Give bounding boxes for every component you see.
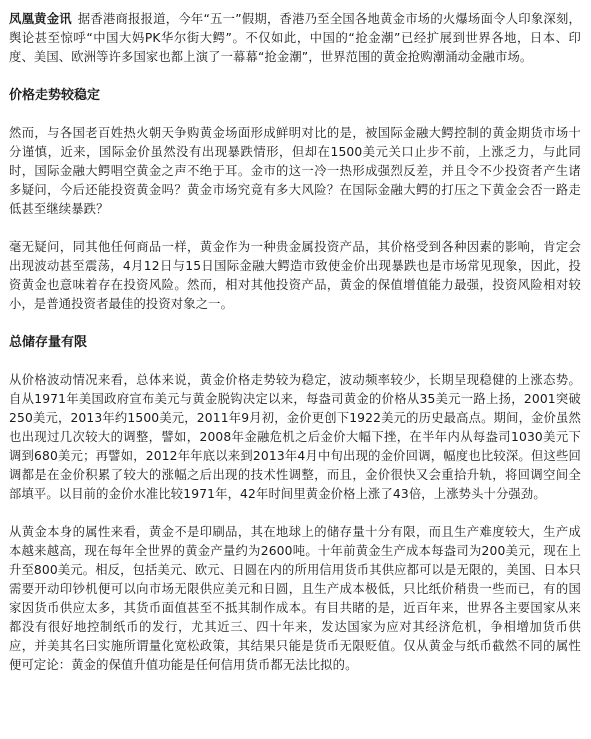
spacer bbox=[9, 314, 581, 333]
paragraph-price-2: 毫无疑问，同其他任何商品一样，黄金作为一种贵金属投资产品，其价格受到各种因素的影响，肯定会出现波动甚至震荡，4月12日与15日国际金融大鳄造市致使金价出现暴跌也是市场常见现象，因此，投资黄金也意味着存在投资风险。然而，相对其他投资产品，黄金的保值增值能力最强，投资风险相对较小，是普通投资者最佳的投资对象之一。 bbox=[9, 240, 581, 311]
news-source-label: 凤凰黄金讯 bbox=[9, 12, 72, 26]
spacer bbox=[9, 67, 581, 86]
spacer bbox=[9, 105, 581, 124]
paragraph-reserves-2: 从黄金本身的属性来看，黄金不是印刷品，其在地球上的储存量十分有限，而且生产难度较大，生产成本越来越高，现在每年全世界的黄金产量约为2600吨。十年前黄金生产成本每盎司为200美元，现在上升至800美元。相反，包括美元、欧元、日圆在内的所用信用货币其供应都可以是无限的，美国、日本只需要开动印钞机便可以向市场无限供应美元和日圆，且生产成本极低，只比纸价稍贵一些而已，有的国家因货币供应太多，其货币面值甚至不抵其制作成本。有目共睹的是，近百年来，世界各主要国家从来都没有很好地控制纸币的发行，尤其近三、四十年来，发达国家为应对其经济危机，争相增加货币供应，并美其名曰实施所谓量化宽松政策，其结果只能是货币无限贬值。仅从黄金与纸币截然不同的属性便可定论：黄金的保值升值功能是任何信用货币都无法比拟的。 bbox=[9, 525, 581, 672]
intro-text: 据香港商报报道，今年“五一”假期，香港乃至全国各地黄金市场的火爆场面令人印象深刻，舆论甚至惊呼“中国大妈PK华尔街大鳄”。不仅如此，中国的“抢金潮”已经扩展到世界各地，日本、印度、美国、欧洲等许多国家也都上演了一幕幕“抢金潮”，世界范围的黄金抢购潮涌动金融市场。 bbox=[9, 12, 581, 64]
spacer bbox=[9, 352, 581, 371]
section-heading-price-trend: 价格走势较稳定 bbox=[9, 88, 101, 103]
paragraph-price-1: 然而，与各国老百姓热火朝天争购黄金场面形成鲜明对比的是，被国际金融大鳄控制的黄金期货市场十分谨慎，近来，国际金价虽然没有出现暴跌情形，但却在1500美元关口止步不前，上涨乏力，与此同时，国际金融大鳄唱空黄金之声不绝于耳。金市的这一冷一热形成强烈反差，并且令不少投资者产生诸多疑问，今后还能投资黄金吗？黄金市场究竟有多大风险？在国际金融大鳄的打压之下黄金会否一路走低甚至继续暴跌？ bbox=[9, 126, 581, 216]
spacer bbox=[9, 219, 581, 238]
paragraph-reserves-1: 从价格波动情况来看，总体来说，黄金价格走势较为稳定，波动频率较少，长期呈现稳健的上涨态势。自从1971年美国政府宣布美元与黄金脱钩决定以来，每盎司黄金的价格从35美元一路上扬，2001突破250美元，2013年约1500美元，2011年9月初，金价更创下1922美元的历史最高点。期间，金价虽然也出现过几次较大的调整，譬如，2008年金融危机之后金价大幅下挫，在半年内从每盎司1030美元下调到680美元；再譬如，2012年年底以来到2013年4月中旬出现的金价回调，幅度也比较深。但这些回调都是在金价积累了较大的涨幅之后出现的技术性调整，而且，金价很快又会重拾升轨，将回调空间全部填平。以目前的金价水准比较1971年，42年时间里黄金价格上涨了43倍，上涨势头十分强劲。 bbox=[9, 373, 581, 501]
spacer bbox=[9, 504, 581, 523]
intro-paragraph bbox=[9, 10, 581, 67]
section-heading-reserves: 总储存量有限 bbox=[9, 335, 88, 350]
